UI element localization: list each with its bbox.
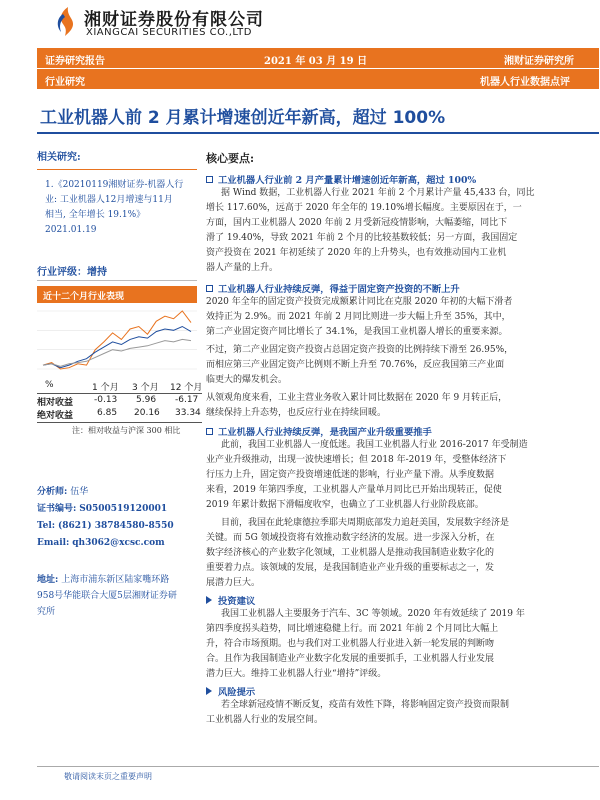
related-line: 1.《20210119湘财证券-机器人行 <box>45 180 184 190</box>
analyst-info <box>37 484 197 552</box>
address-line: 究所 <box>37 607 56 617</box>
address-block <box>37 572 197 620</box>
section-heading <box>206 281 460 295</box>
table-header-row <box>37 380 202 393</box>
report-header <box>0 0 600 48</box>
analyst-line <box>37 535 197 552</box>
paragraph <box>206 516 592 591</box>
company-name-en: XIANGCAI SECURITIES CO.,LTD <box>86 27 252 38</box>
text-line: 第二产业固定资产同比增长了 34.1%，是我国工业机器人增长的重要来源。 <box>206 327 508 337</box>
text-line: 2020 年全年的固定资产投资完成额累计同比在克服 2020 年初的大幅下滑者 <box>206 297 513 307</box>
table-row <box>37 395 202 408</box>
text-line: 行压力上升，固定资产投资增速低迷的影响，行业产量下滑。从季度数据 <box>206 470 495 480</box>
industry-rating: 行业评级：增持 <box>37 263 197 281</box>
tel-label: Tel: <box>37 521 56 531</box>
triangle-bullet-icon <box>206 687 212 695</box>
paragraph <box>206 698 592 728</box>
report-series: 机器人行业数据点评 <box>480 77 570 88</box>
address-line: 958号华能联合大厦5层湘财证券研 <box>37 591 177 601</box>
footer-disclaimer[interactable]: 敬请阅读末页之重要声明 <box>64 772 152 781</box>
table-rule <box>37 422 202 423</box>
related-line: 2021.01.19 <box>45 225 97 235</box>
cert-number: S0500519120001 <box>79 504 168 514</box>
text-line: 临更大的爆发机会。 <box>206 375 288 385</box>
triangle-bullet-icon <box>206 596 212 604</box>
company-name-cn: 湘财证券股份有限公司 <box>84 10 264 30</box>
performance-table <box>37 380 202 421</box>
related-research-item[interactable] <box>37 169 197 244</box>
paragraph <box>206 391 592 421</box>
text-line: 我国工业机器人主要服务于汽车、3C 等领域。2020 年有效延续了 2019 年 <box>221 609 525 619</box>
xiangcai-logo-icon <box>55 6 81 40</box>
report-type: 证券研究报告 <box>45 56 105 67</box>
text-line: 来看，2019 年第四季度，工业机器人产量单月同比已开始出现转正，促使 <box>206 485 502 495</box>
section-heading <box>206 172 476 186</box>
footer-divider <box>37 766 599 767</box>
table-header: 12 个月 <box>170 383 203 393</box>
analyst-label: 分析师: <box>37 487 68 497</box>
section-heading-text: 工业机器人行业持续反弹，得益于固定资产投资的不断上升 <box>218 284 460 295</box>
key-points-label: 核心要点: <box>206 152 255 165</box>
institute-name: 湘财证券研究所 <box>504 56 574 67</box>
sidebar-related-research <box>37 148 197 244</box>
page-title: 工业机器人前 2 月累计增速创近年新高，超过 100% <box>40 108 446 128</box>
address-label: 地址: <box>37 575 59 585</box>
text-line: 继续保持上升态势，也反应行业在持续回暖。 <box>206 408 387 418</box>
related-line: 业: 工业机器人12月增速与11月 <box>45 195 173 205</box>
text-line: 从领观角度来看，工业主营业务收入累计同比数据在 2020 年 9 月转正后， <box>206 393 508 403</box>
table-rule <box>37 393 202 394</box>
section-heading <box>206 593 255 607</box>
text-line: 2019 年累计数据下滑幅度收窄，也确立了工业机器人行业阶段底部。 <box>206 500 484 510</box>
text-line: 资产投资在 2021 年初延续了 2020 年的上升势头，也有效推动国内工业机 <box>206 248 507 258</box>
analyst-line <box>37 484 197 501</box>
text-line: 效持正为 2.9%。而 2021 年前 2 月同比则进一步大幅上升至 35%，其中， <box>206 312 511 322</box>
row-label: 相对收益 <box>37 398 74 408</box>
paragraph <box>206 186 592 276</box>
text-line: 关键。而 5G 领域投资将有效推动数字经济的发展。进一步深入分析，在 <box>206 533 495 543</box>
cell-value: 5.96 <box>136 395 157 405</box>
section-heading <box>206 424 432 438</box>
related-research-label: 相关研究: <box>37 152 81 163</box>
performance-line-chart <box>37 305 197 375</box>
text-line: 第四季度拐头趋势，同比增速稳健上行。而 2021 年前 2 个月同比大幅上 <box>206 624 499 634</box>
text-line: 若全球新冠疫情不断反复，疫苗有效性下降，将影响固定资产投资而限制 <box>221 700 510 710</box>
square-bullet-icon <box>206 428 213 435</box>
section-heading-text: 风险提示 <box>218 687 256 698</box>
square-bullet-icon <box>206 285 213 292</box>
cert-label: 证书编号: <box>37 504 77 514</box>
email-link[interactable]: qh3062@xcsc.com <box>72 538 165 548</box>
paragraph <box>206 295 592 340</box>
text-line: 工业机器人行业的发展空间。 <box>206 715 324 725</box>
table-header: 1 个月 <box>92 383 119 393</box>
title-divider <box>37 132 599 134</box>
related-line: 相当, 全年增长 19.1%》 <box>45 210 146 220</box>
text-line: 升，符合市场预期。也与我们对工业机器人行业进入新一轮发展的判断吻 <box>206 639 495 649</box>
cell-value: -6.17 <box>175 395 199 405</box>
section-heading-text: 工业机器人行业前 2 月产量累计增速创近年新高，超过 100% <box>218 175 477 186</box>
section-heading <box>206 684 255 698</box>
analyst-line <box>37 518 197 535</box>
cell-value: 20.16 <box>134 408 160 418</box>
tel-number: (8621) 38784580-8550 <box>58 521 174 531</box>
text-line: 业产业升级推动，出现一波快速增长；但 2018 年-2019 年，受整体经济下 <box>206 455 507 465</box>
report-date: 2021 年 03 月 19 日 <box>264 56 368 67</box>
chart-series-line-0 <box>43 311 191 369</box>
text-line: 重要着力点。该领域的发展，是我国制造业产业升级的重要标志之一，发 <box>206 563 495 573</box>
email-label: Email: <box>37 538 70 548</box>
text-line: 目前，我国在此轮康德拉季耶夫周期底部发力追赶美国，发展数字经济是 <box>221 518 510 528</box>
text-line: 器人产量的上升。 <box>206 263 279 273</box>
report-category: 行业研究 <box>45 77 85 88</box>
text-line: 滑了 19.40%，导致 2021 年前 2 个月的比较基数较低；另一方面，我国固定 <box>206 233 518 243</box>
cell-value: -0.13 <box>94 395 118 405</box>
address-line <box>37 572 197 588</box>
table-header: 3 个月 <box>132 383 159 393</box>
cell-value: 6.85 <box>97 408 118 418</box>
paragraph <box>206 607 592 682</box>
text-line: 潜力巨大。维持工业机器人行业“增持”评级。 <box>206 669 387 679</box>
text-line: 增长 117.60%，远高于 2020 年全年的 19.10%增长幅度。主要原因在于，一 <box>206 203 522 213</box>
text-line: 不过，第二产业固定资产投资占总固定资产投资的比例持续下滑至 26.95%， <box>206 345 514 355</box>
text-line: 而相应第三产业固定资产比例则不断上升至 70.76%，反应我国第三产业面 <box>206 360 505 370</box>
analyst-name: 伍华 <box>70 487 89 497</box>
address-text: 上海市浦东新区陆家嘴环路 <box>61 575 170 585</box>
paragraph <box>206 438 592 513</box>
text-line: 此前，我国工业机器人一度低迷。我国工业机器人行业 2016-2017 年受制造 <box>221 440 528 450</box>
section-heading-text: 工业机器人行业持续反弹，是我国产业升级重要推手 <box>218 427 432 438</box>
chart-series-line-1 <box>43 327 191 368</box>
report-band-bottom <box>37 69 599 89</box>
table-header: % <box>45 380 54 390</box>
paragraph <box>206 343 592 388</box>
table-row <box>37 408 202 421</box>
performance-note: 注：相对收益与沪深 300 相比 <box>72 426 181 435</box>
analyst-line <box>37 501 197 518</box>
text-line: 合。且作为我国制造业产业数字化发展的重要抓手，工业机器人行业发展 <box>206 654 495 664</box>
text-line: 据 Wind 数据，工业机器人行业 2021 年前 2 个月累计产量 45,433 台，同比 <box>221 188 535 198</box>
performance-chart-title: 近十二个月行业表现 <box>37 286 197 303</box>
report-band-top <box>37 48 599 68</box>
section-heading-text: 投资建议 <box>218 596 256 607</box>
text-line: 方面，国内工业机器人 2020 年前 2 月受新冠疫情影响，大幅萎缩，同比下 <box>206 218 508 228</box>
cell-value: 33.34 <box>175 408 201 418</box>
square-bullet-icon <box>206 176 213 183</box>
text-line: 数字经济核心的产业数字化领域，工业机器人是推动我国制造业数字化的 <box>206 548 495 558</box>
row-label: 绝对收益 <box>37 411 74 421</box>
text-line: 展潜力巨大。 <box>206 578 261 588</box>
